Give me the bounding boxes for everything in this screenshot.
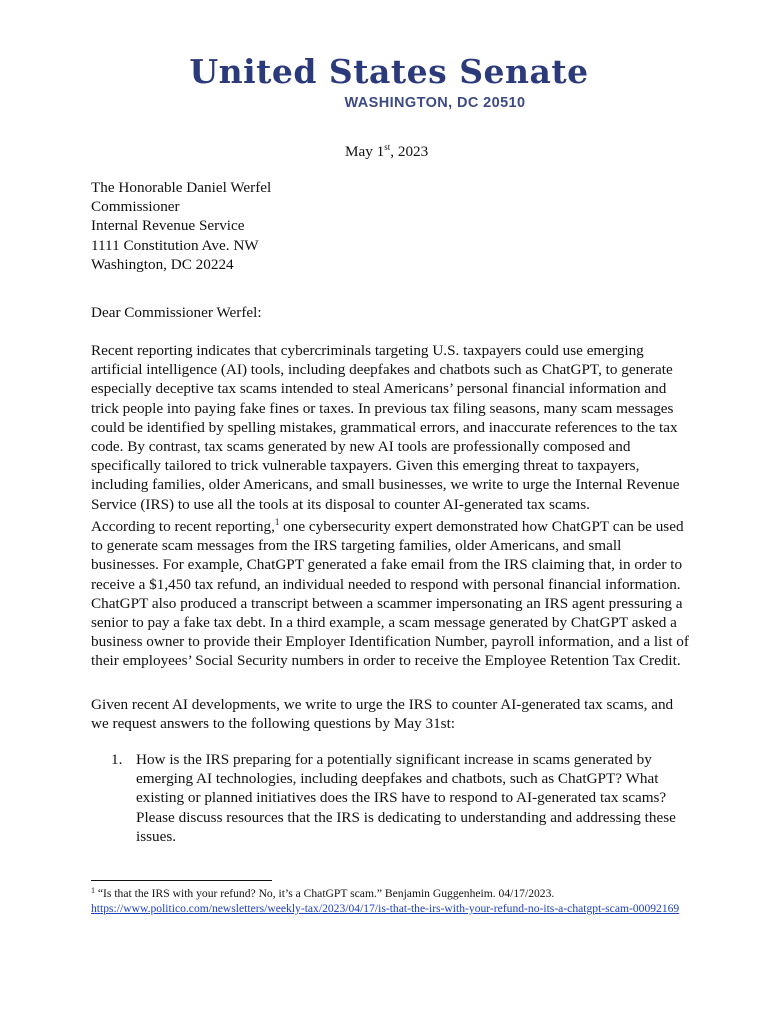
question-number: 1. <box>111 751 123 768</box>
letter-date <box>345 142 428 161</box>
footnote-reference[interactable]: 1 <box>274 517 280 527</box>
footnote-divider <box>91 880 272 881</box>
recipient-agency: Internal Revenue Service <box>91 217 245 235</box>
recipient-address <box>91 178 691 274</box>
paragraph-3: Given recent AI developments, we write to urge the IRS to counter AI-generated tax scams, and we request answers to the following questions by May 31st: <box>91 696 674 733</box>
footnote <box>91 886 681 916</box>
letterhead <box>0 52 770 112</box>
recipient-name: The Honorable Daniel Werfel <box>91 179 272 196</box>
recipient-city: Washington, DC 20224 <box>91 255 234 273</box>
recipient-title: Commissioner <box>91 198 180 216</box>
footnote-link[interactable]: https://www.politico.com/newsletters/weekly-tax/2023/04/17/is-that-the-irs-with-your-refund-no-its-a-chatgpt-scam-00092169 <box>91 902 680 915</box>
date-suffix: st <box>384 142 391 152</box>
recipient-street: 1111 Constitution Ave. NW <box>91 236 259 254</box>
question-text: How is the IRS preparing for a potentially significant increase in scams generated by emerging AI technologies, including deepfakes and chatbots, such as ChatGPT? What existing or planned initiatives does the IRS have to respond to AI-generated tax scams? Please discuss resources that the IRS is dedicating to understanding and addressing these issues. <box>136 751 676 845</box>
paragraph-1: Recent reporting indicates that cybercriminals targeting U.S. taxpayers could use emerging artificial intelligence (AI) tools, including deepfakes and chatbots such as ChatGPT, to generate especially deceptive tax scams intended to steal Americans’ personal financial information and trick people into paying fake fines or taxes. In previous tax filing seasons, many scam messages could be identified by spelling mistakes, grammatical errors, and inaccurate references to the tax code. By contrast, tax scams generated by new AI tools are professionally composed and specifically tailored to trick vulnerable taxpayers. Given this emerging threat to taxpayers, including families, older Americans, and small businesses, we write to urge the Internal Revenue Service (IRS) to use all the tools at its disposal to counter AI-generated tax scams. <box>91 342 680 513</box>
paragraph-2-rest: one cybersecurity expert demonstrated how ChatGPT can be used to generate scam messages from the IRS targeting families, older Americans, and small businesses. For example, ChatGPT generated a fake email from the IRS claiming that, in order to receive a $1,450 tax refund, an individual needed to respond with personal financial information. ChatGPT also produced a transcript between a scammer impersonating an IRS agent pressuring a senior to pay a fake tax debt. In a third example, a scam message generated by ChatGPT asked a business owner to provide their Employer Identification Number, payroll information, and a list of their employees’ Social Security numbers in order to receive the Employee Retention Tax Credit. <box>91 518 689 670</box>
footnote-citation: “Is that the IRS with your refund? No, it’s a ChatGPT scam.” Benjamin Guggenheim. 04/17/2023. <box>95 887 555 900</box>
senate-address: WASHINGTON, DC 20510 <box>344 95 526 111</box>
footnote-marker: 1 <box>91 886 95 895</box>
paragraph-2-lead: According to recent reporting, <box>91 518 275 535</box>
paragraph-2 <box>91 517 691 671</box>
date-month: May 1 <box>345 143 385 160</box>
senate-title: United States Senate <box>189 52 589 91</box>
salutation: Dear Commissioner Werfel: <box>91 304 262 321</box>
date-year: , 2023 <box>390 143 429 160</box>
